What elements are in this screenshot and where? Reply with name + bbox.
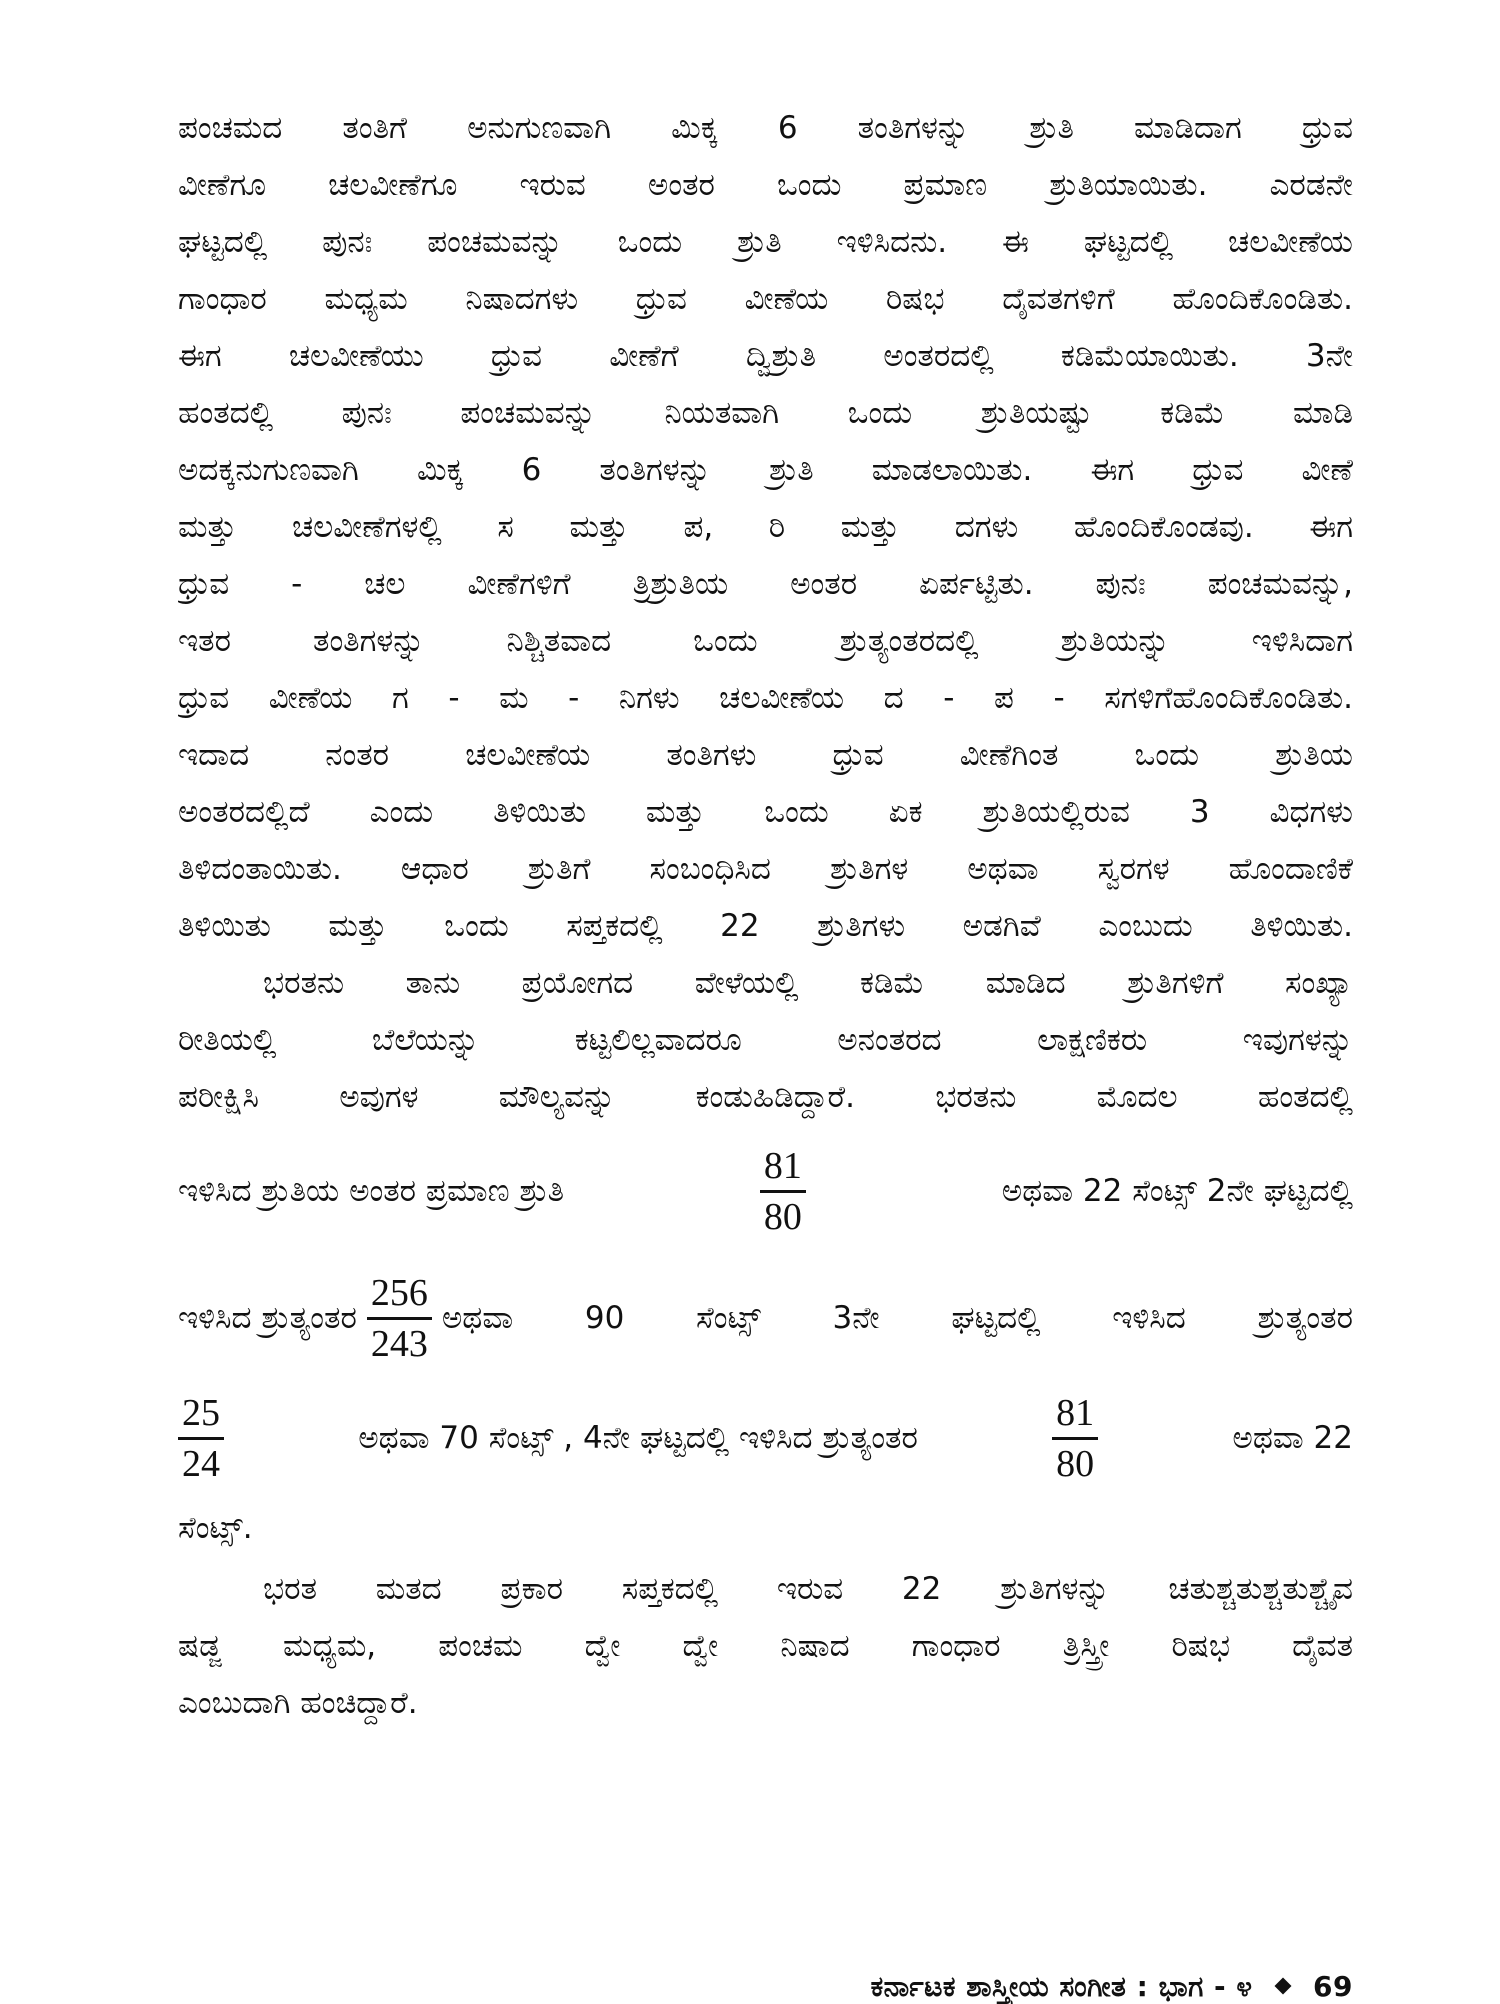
text-line: ರೀತಿಯಲ್ಲಿ ಬೆಲೆಯನ್ನು ಕಟ್ಟಲಿಲ್ಲವಾದರೂ ಅನಂತರದ ಲಾಕ್ಷಣಿಕರು ಇವುಗಳನ್ನು <box>178 1022 1353 1058</box>
fraction-denominator: 243 <box>370 1323 428 1365</box>
text-line: ಪಂಚಮದ ತಂತಿಗೆ ಅನುಗುಣವಾಗಿ ಮಿಕ್ಕ 6 ತಂತಿಗಳನ್ನು ಶ್ರುತಿ ಮಾಡಿದಾಗ ಧ್ರುವ <box>178 110 1353 146</box>
text-line: ಈಗ ಚಲವೀಣೆಯು ಧ್ರುವ ವೀಣೆಗೆ ದ್ವಿಶ್ರುತಿ ಅಂತರದಲ್ಲಿ ಕಡಿಮೆಯಾಯಿತು. 3ನೇ <box>178 338 1353 374</box>
book-title: ಕರ್ನಾಟಕ ಶಾಸ್ತ್ರೀಯ ಸಂಗೀತ <box>870 1970 1127 2003</box>
text-segment: ಇಳಿಸಿದ ಶ್ರುತಿಯ ಅಂತರ ಪ್ರಮಾಣ ಶ್ರುತಿ <box>178 1172 565 1209</box>
text-line: ಪರೀಕ್ಷಿಸಿ ಅವುಗಳ ಮೌಲ್ಯವನ್ನು ಕಂಡುಹಿಡಿದ್ದಾರೆ. ಭರತನು ಮೊದಲ ಹಂತದಲ್ಲಿ <box>178 1079 1353 1115</box>
text-line: ಸೆಂಟ್ಸ್. <box>178 1510 253 1546</box>
fraction-numerator: 81 <box>1052 1391 1098 1440</box>
diamond-icon <box>1274 1978 1291 1995</box>
fraction-numerator: 25 <box>178 1391 224 1440</box>
fraction-256-243 <box>367 1271 432 1366</box>
fraction-25-24 <box>178 1391 224 1486</box>
text-line: ಇದಾದ ನಂತರ ಚಲವೀಣೆಯ ತಂತಿಗಳು ಧ್ರುವ ವೀಣೆಗಿಂತ ಒಂದು ಶ್ರುತಿಯ <box>178 737 1353 773</box>
book-part: : ಭಾಗ - ೪ <box>1136 1970 1253 2003</box>
fraction-line-3 <box>178 1381 1353 1496</box>
paragraph-3 <box>178 1561 1353 1732</box>
fraction-81-80 <box>760 1144 806 1239</box>
text-line: ಭರತನು ತಾನು ಪ್ರಯೋಗದ ವೇಳೆಯಲ್ಲಿ ಕಡಿಮೆ ಮಾಡಿದ ಶ್ರುತಿಗಳಿಗೆ ಸಂಖ್ಯಾ <box>263 965 1353 1001</box>
text-line: ಘಟ್ಟದಲ್ಲಿ ಪುನಃ ಪಂಚಮವನ್ನು ಒಂದು ಶ್ರುತಿ ಇಳಿಸಿದನು. ಈ ಘಟ್ಟದಲ್ಲಿ ಚಲವೀಣೆಯ <box>178 224 1353 260</box>
text-line: ತಿಳಿಯಿತು ಮತ್ತು ಒಂದು ಸಪ್ತಕದಲ್ಲಿ 22 ಶ್ರುತಿಗಳು ಅಡಗಿವೆ ಎಂಬುದು ತಿಳಿಯಿತು. <box>178 908 1353 944</box>
text-segment: ಅಥವಾ 70 ಸೆಂಟ್ಸ್ , 4ನೇ ಘಟ್ಟದಲ್ಲಿ ಇಳಿಸಿದ ಶ್ರುತ್ಯಂತರ <box>358 1420 918 1456</box>
text-line: ಹಂತದಲ್ಲಿ ಪುನಃ ಪಂಚಮವನ್ನು ನಿಯತವಾಗಿ ಒಂದು ಶ್ರುತಿಯಷ್ಟು ಕಡಿಮೆ ಮಾಡಿ <box>178 395 1353 431</box>
paragraph-1 <box>178 100 1353 955</box>
text-line: ಮತ್ತು ಚಲವೀಣೆಗಳಲ್ಲಿ ಸ ಮತ್ತು ಪ, ರಿ ಮತ್ತು ದಗಳು ಹೊಂದಿಕೊಂಡವು. ಈಗ <box>178 509 1353 545</box>
text-line: ಅದಕ್ಕನುಗುಣವಾಗಿ ಮಿಕ್ಕ 6 ತಂತಿಗಳನ್ನು ಶ್ರುತಿ ಮಾಡಲಾಯಿತು. ಈಗ ಧ್ರುವ ವೀಣೆ <box>178 452 1353 488</box>
page-number: 69 <box>1313 1970 1353 2003</box>
fraction-numerator: 81 <box>760 1144 806 1193</box>
page-footer <box>178 1970 1353 2004</box>
fraction-line-2 <box>178 1256 1353 1381</box>
text-line: ಧ್ರುವ - ಚಲ ವೀಣೆಗಳಿಗೆ ತ್ರಿಶ್ರುತಿಯ ಅಂತರ ಏರ್ಪಟ್ಟಿತು. ಪುನಃ ಪಂಚಮವನ್ನು, <box>178 566 1353 602</box>
fraction-line-1 <box>178 1126 1353 1256</box>
page-body <box>178 100 1353 2003</box>
text-line: ಎಂಬುದಾಗಿ ಹಂಚಿದ್ದಾರೆ. <box>178 1685 418 1721</box>
text-line: ಅಂತರದಲ್ಲಿದೆ ಎಂದು ತಿಳಿಯಿತು ಮತ್ತು ಒಂದು ಏಕ ಶ್ರುತಿಯಲ್ಲಿರುವ 3 ವಿಧಗಳು <box>178 794 1353 830</box>
text-line: ತಿಳಿದಂತಾಯಿತು. ಆಧಾರ ಶ್ರುತಿಗೆ ಸಂಬಂಧಿಸಿದ ಶ್ರುತಿಗಳ ಅಥವಾ ಸ್ವರಗಳ ಹೊಂದಾಣಿಕೆ <box>178 851 1353 887</box>
text-segment: ಅಥವಾ 22 <box>1232 1420 1353 1456</box>
text-line: ಭರತ ಮತದ ಪ್ರಕಾರ ಸಪ್ತಕದಲ್ಲಿ ಇರುವ 22 ಶ್ರುತಿಗಳನ್ನು ಚತುಶ್ಚತುಶ್ಚತುಶ್ಚೈವ <box>263 1571 1353 1607</box>
text-line: ಇತರ ತಂತಿಗಳನ್ನು ನಿಶ್ಚಿತವಾದ ಒಂದು ಶ್ರುತ್ಯಂತರದಲ್ಲಿ ಶ್ರುತಿಯನ್ನು ಇಳಿಸಿದಾಗ <box>178 623 1353 659</box>
paragraph-2 <box>178 955 1353 1126</box>
text-line: ಧ್ರುವ ವೀಣೆಯ ಗ - ಮ - ನಿಗಳು ಚಲವೀಣೆಯ ದ - ಪ - ಸಗಳಿಗೆಹೊಂದಿಕೊಂಡಿತು. <box>178 680 1353 716</box>
fraction-denominator: 80 <box>763 1195 802 1238</box>
text-line: ಷಡ್ಜ ಮಧ್ಯಮ, ಪಂಚಮ ದ್ವೇ ದ್ವೇ ನಿಷಾದ ಗಾಂಧಾರ ತ್ರಿಸ್ತ್ರೀ ರಿಷಭ ದೈವತ <box>178 1628 1353 1664</box>
text-line: ವೀಣೆಗೂ ಚಲವೀಣೆಗೂ ಇರುವ ಅಂತರ ಒಂದು ಪ್ರಮಾಣ ಶ್ರುತಿಯಾಯಿತು. ಎರಡನೇ <box>178 167 1353 203</box>
fraction-denominator: 24 <box>182 1443 220 1485</box>
fraction-numerator: 256 <box>367 1271 432 1320</box>
fraction-81-80 <box>1052 1391 1098 1486</box>
text-line: ಗಾಂಧಾರ ಮಧ್ಯಮ ನಿಷಾದಗಳು ಧ್ರುವ ವೀಣೆಯ ರಿಷಭ ದೈವತಗಳಿಗೆ ಹೊಂದಿಕೊಂಡಿತು. <box>178 281 1353 317</box>
fraction-denominator: 80 <box>1056 1443 1095 1485</box>
text-segment: ಅಥವಾ 90 ಸೆಂಟ್ಸ್ 3ನೇ ಘಟ್ಟದಲ್ಲಿ ಇಳಿಸಿದ ಶ್ರುತ್ಯಂತರ <box>441 1300 1353 1336</box>
text-segment: ಇಳಿಸಿದ ಶ್ರುತ್ಯಂತರ <box>178 1300 357 1336</box>
text-segment: ಅಥವಾ 22 ಸೆಂಟ್ಸ್ 2ನೇ ಘಟ್ಟದಲ್ಲಿ <box>1001 1172 1353 1209</box>
